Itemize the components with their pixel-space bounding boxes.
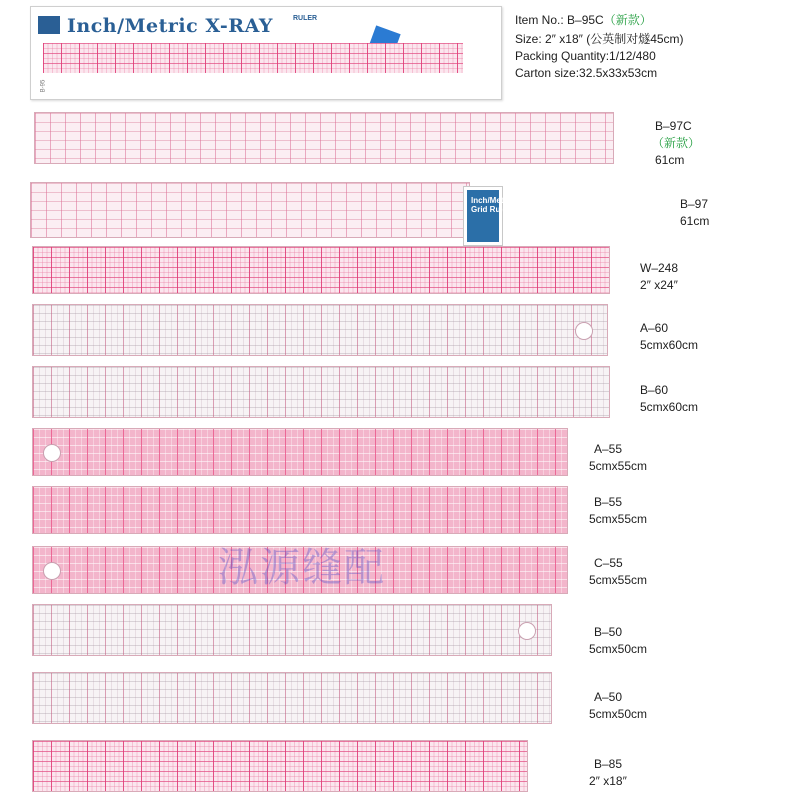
brand-logo (38, 16, 60, 34)
ruler-size: 5cmx55cm (589, 512, 648, 526)
ruler-model: B–97C (655, 119, 692, 133)
product-package (30, 6, 502, 100)
carton-size: Carton size:32.5x33x53cm (515, 66, 658, 80)
hang-hole (518, 622, 536, 640)
watermark: 泓源缝配 (218, 545, 386, 591)
ruler-a50 (32, 672, 552, 724)
hang-hole (43, 444, 61, 462)
ruler-model: B–97 (680, 197, 709, 211)
ruler-model: A–55 (594, 442, 623, 456)
ruler-model: C–55 (594, 556, 623, 570)
ruler-model: A–50 (594, 690, 623, 704)
item-new-badge: （新款） (603, 13, 652, 27)
packaged-ruler (43, 43, 463, 73)
ruler-model: B–55 (594, 495, 623, 509)
ruler-model: B–85 (594, 757, 623, 771)
packaging-card-text: Inch/Metric Grid Ruler (471, 196, 514, 214)
package-sku: B-95 (40, 79, 47, 93)
item-number-line (515, 12, 652, 28)
ruler-b97 (30, 182, 470, 238)
ruler-size: 61cm (655, 153, 685, 167)
ruler-model: A–60 (640, 321, 669, 335)
ruler-a55 (32, 428, 568, 476)
item-size: Size: 2″ x18″ (公英制对燧45cm) (515, 32, 684, 46)
ruler-model: B–50 (594, 625, 623, 639)
ruler-new-badge: （新款） (652, 136, 701, 150)
ruler-size: 61cm (680, 214, 710, 228)
ruler-w248 (32, 246, 610, 294)
ruler-b50 (32, 604, 552, 656)
package-title: Inch/Metric X-RAY (67, 15, 273, 37)
ruler-b60 (32, 366, 610, 418)
packaging-card (463, 186, 514, 246)
ruler-a60 (32, 304, 608, 356)
package-tag: RULER (293, 15, 318, 22)
ruler-size: 5cmx60cm (640, 400, 699, 414)
ruler-size: 5cmx55cm (589, 459, 648, 473)
ruler-size: 5cmx50cm (589, 707, 648, 721)
ruler-size: 5cmx55cm (589, 573, 648, 587)
ruler-size: 2″ x18″ (589, 774, 627, 788)
packing-quantity: Packing Quantity:1/12/480 (515, 49, 656, 63)
ruler-size: 2″ x24″ (640, 278, 678, 292)
ruler-size: 5cmx50cm (589, 642, 648, 656)
packaging-card-face (467, 190, 514, 242)
ruler-size: 5cmx60cm (640, 338, 699, 352)
ruler-model: B–60 (640, 383, 669, 397)
ruler-model: W–248 (640, 261, 679, 275)
item-number: Item No.: B–95C (515, 13, 604, 27)
hang-hole (43, 562, 61, 580)
ruler-b97c (34, 112, 614, 164)
ruler-b55 (32, 486, 568, 534)
hang-hole (575, 322, 593, 340)
ruler-b85 (32, 740, 528, 792)
